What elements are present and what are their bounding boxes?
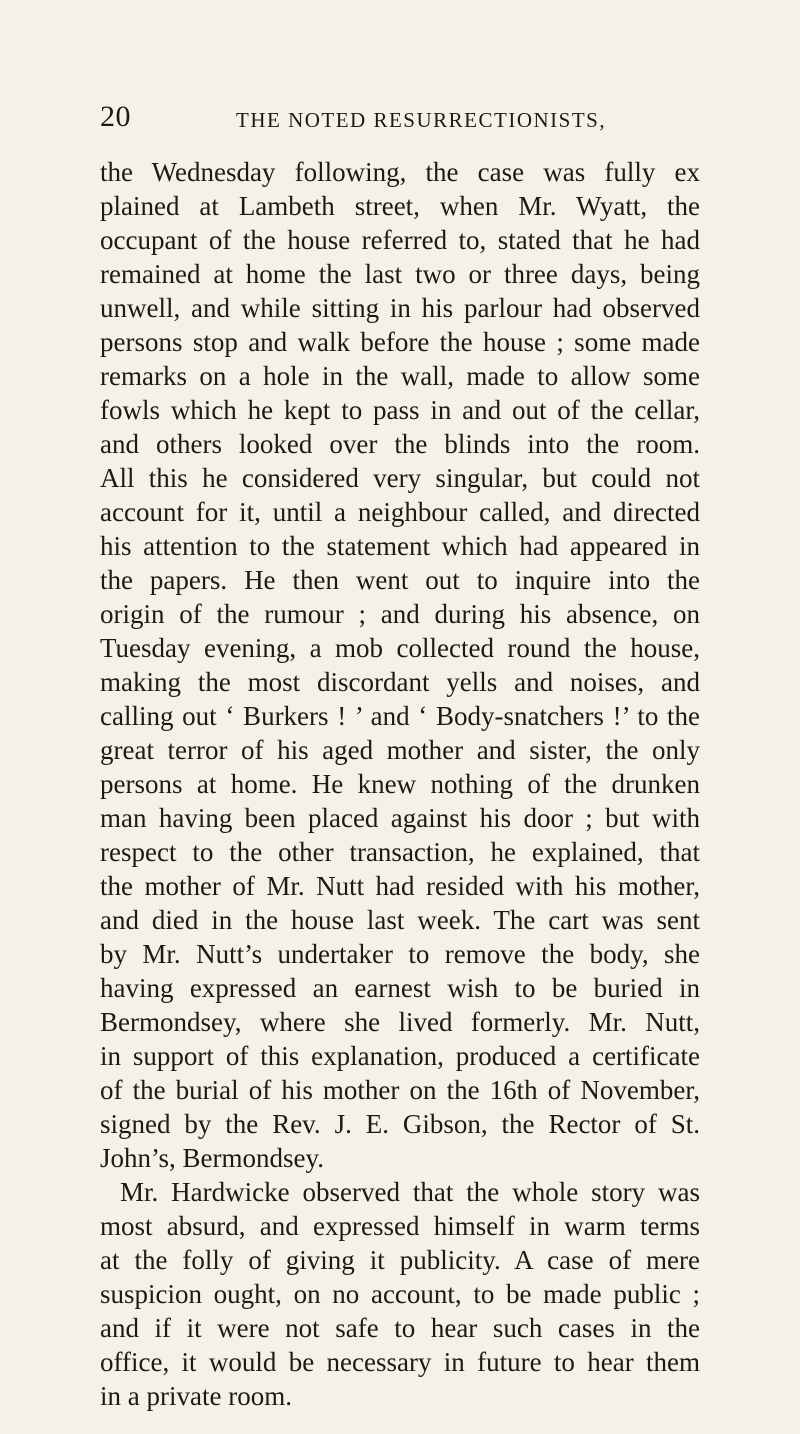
text-line: office, it would be necessary in future to hear them: [100, 1347, 700, 1377]
text-line: All this he considered very singular, but could not: [100, 463, 700, 493]
text-line: Bermondsey, where she lived formerly. Mr. Nutt,: [100, 1007, 700, 1037]
text-line: and if it were not safe to hear such cases in the: [100, 1313, 700, 1343]
text-line: his attention to the statement which had appeared in: [100, 531, 700, 561]
text-line: and others looked over the blinds into the room.: [100, 429, 700, 459]
text-line: persons stop and walk before the house ; some made: [100, 327, 700, 357]
text-line: the papers. He then went out to inquire into the: [100, 565, 700, 595]
page-number: 20: [100, 100, 131, 133]
body-text: [100, 155, 700, 1413]
text-line: persons at home. He knew nothing of the drunken: [100, 769, 700, 799]
text-line: most absurd, and expressed himself in warm terms: [100, 1211, 700, 1241]
text-line: suspicion ought, on no account, to be made public ;: [100, 1279, 700, 1309]
text-line: Tuesday evening, a mob collected round the house,: [100, 633, 700, 663]
text-line: of the burial of his mother on the 16th of November,: [100, 1075, 700, 1105]
text-line: making the most discordant yells and noises, and: [100, 667, 700, 697]
text-line: at the folly of giving it publicity. A case of mere: [100, 1245, 700, 1275]
text-line: great terror of his aged mother and sister, the only: [100, 735, 700, 765]
text-line: respect to the other transaction, he explained, that: [100, 837, 700, 867]
text-line: the mother of Mr. Nutt had resided with his mother,: [100, 871, 700, 901]
text-line: the Wednesday following, the case was fully ex: [100, 157, 700, 187]
text-line: occupant of the house referred to, stated that he had: [100, 225, 700, 255]
text-line: having expressed an earnest wish to be buried in: [100, 973, 700, 1003]
text-line: origin of the rumour ; and during his absence, on: [100, 599, 700, 629]
text-line: by Mr. Nutt’s undertaker to remove the body, she: [100, 939, 700, 969]
text-line: in support of this explanation, produced a certificate: [100, 1041, 700, 1071]
text-line: in a private room.: [100, 1381, 292, 1411]
text-line: fowls which he kept to pass in and out of the cellar,: [100, 395, 700, 425]
text-line: account for it, until a neighbour called, and directed: [100, 497, 700, 527]
text-line: calling out ‘ Burkers ! ’ and ‘ Body-snatchers !’ to the: [100, 701, 700, 731]
text-line: Mr. Hardwicke observed that the whole story was: [120, 1177, 700, 1207]
text-line: remarks on a hole in the wall, made to allow some: [100, 361, 700, 391]
running-title: THE NOTED RESURRECTIONISTS,: [236, 108, 607, 132]
running-head: [100, 100, 700, 140]
text-line: remained at home the last two or three days, being: [100, 259, 700, 289]
text-line: unwell, and while sitting in his parlour had observed: [100, 293, 700, 323]
text-line: and died in the house last week. The cart was sent: [100, 905, 700, 935]
text-line: John’s, Bermondsey.: [100, 1143, 324, 1173]
text-line: signed by the Rev. J. E. Gibson, the Rector of St.: [100, 1109, 700, 1139]
text-line: man having been placed against his door ; but with: [100, 803, 700, 833]
text-line: plained at Lambeth street, when Mr. Wyatt, the: [100, 191, 700, 221]
